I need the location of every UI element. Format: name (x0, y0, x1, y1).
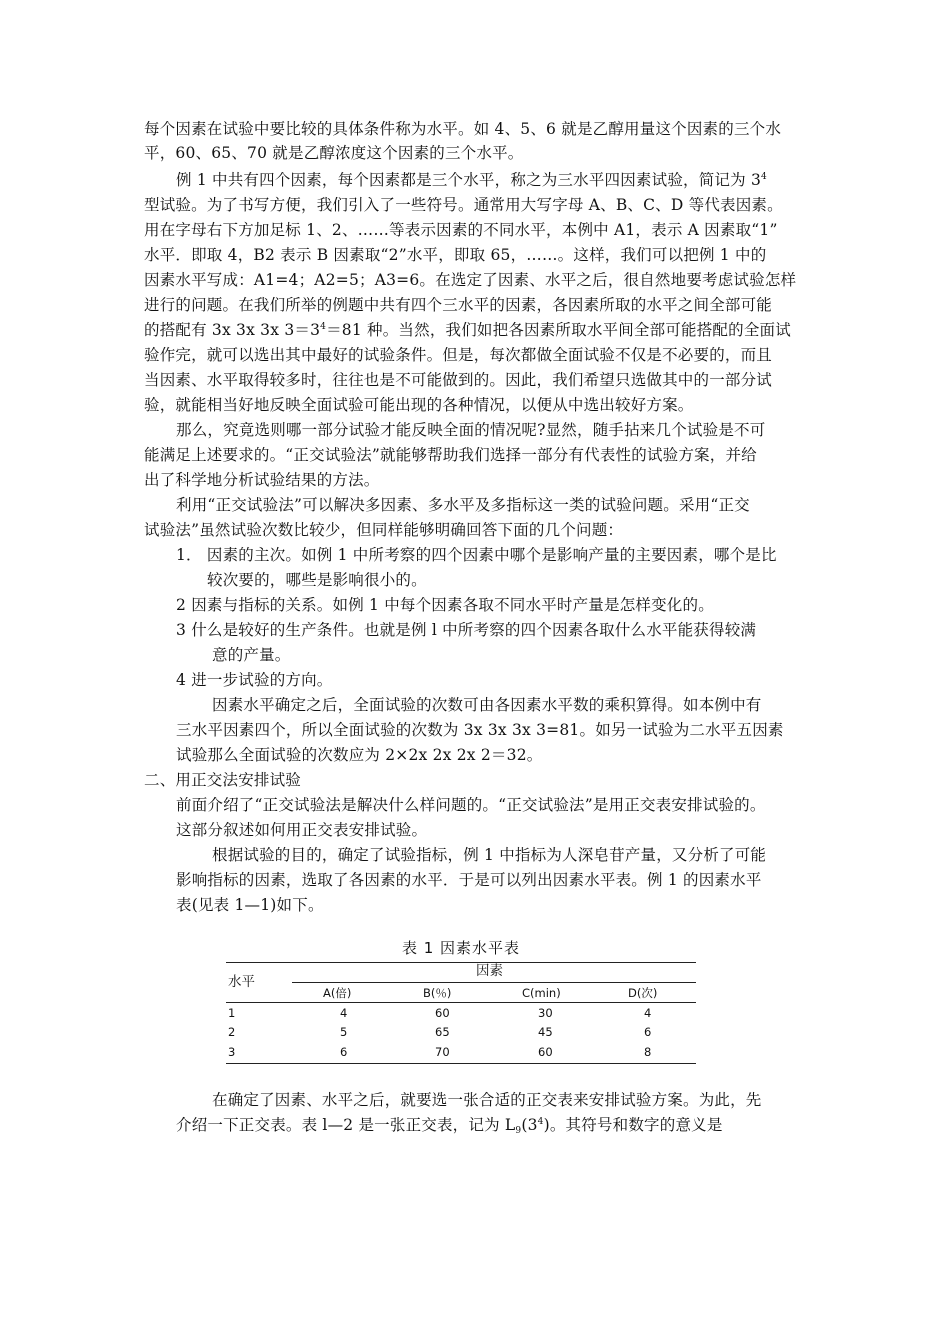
table-cell: 70 (435, 1045, 450, 1059)
list-item: 4 进一步试验的方向。 (176, 671, 333, 689)
subscript: 9 (515, 1126, 522, 1136)
table-cell: 5 (340, 1025, 348, 1039)
text-line: 影响指标的因素，选取了各因素的水平．于是可以列出因素水平表。例 1 的因素水平 (176, 871, 762, 889)
list-item: 3 什么是较好的生产条件。也就是例 l 中所考察的四个因素各取什么水平能获得较满 (176, 621, 757, 639)
group-header: 因素 (476, 963, 503, 979)
table-cell: 4 (644, 1006, 652, 1020)
column-header: A(倍) (323, 986, 352, 1000)
text-span: ＝81 种。当然，我们如把各因素所取水平间全部可能搭配的全面试 (326, 321, 791, 339)
text-span: 介绍一下正交表。表 l—2 是一张正交表，记为 L (176, 1116, 516, 1134)
text-line: 试验法”虽然试验次数比较少，但同样能够明确回答下面的几个问题： (144, 521, 624, 539)
text-line: 那么，究竟选则哪一部分试验才能反映全面的情况呢?显然，随手拈来几个试验是不可 (176, 421, 766, 439)
table-cell: 6 (340, 1045, 348, 1059)
table-mid-rule (292, 982, 696, 983)
text-line: 当因素、水平取得较多时，往往也是不可能做到的。因此，我们希望只选做其中的一部分试 (144, 371, 773, 389)
row-header: 水平 (228, 974, 255, 990)
superscript: 4 (537, 1117, 544, 1127)
table-top-rule (226, 962, 696, 963)
text-span: 的搭配有 3x 3x 3x 3＝3 (144, 321, 321, 339)
text-line: 型试验。为了书写方便，我们引入了一些符号。通常用大写字母 A、B、C、D 等代表因素。 (144, 196, 783, 214)
text-line: 水平．即取 4，B2 表示 B 因素取“2”水平，即取 65，……。这样，我们可以把例 1 中的 (144, 246, 767, 264)
section-heading: 二、用正交法安排试验 (144, 771, 302, 789)
factor-level-table (226, 936, 696, 1059)
text-line: 根据试验的目的，确定了试验指标，例 1 中指标为人深皂苷产量，又分析了可能 (212, 846, 767, 864)
text-line: 在确定了因素、水平之后，就要选一张合适的正交表来安排试验方案。为此，先 (212, 1091, 762, 1109)
text-span: (3 (521, 1116, 538, 1134)
table-cell: 4 (340, 1006, 348, 1020)
column-header: B(％) (423, 986, 452, 1000)
table-cell: 65 (435, 1025, 450, 1039)
text-line: 出了科学地分析试验结果的方法。 (144, 471, 380, 489)
superscript: 4 (761, 172, 767, 182)
table-cell: 6 (644, 1025, 652, 1039)
text-line: 前面介绍了“正交试验法是解决什么样问题的。“正交试验法”是用正交表安排试验的。 (176, 796, 766, 814)
text-line: 用在字母右下方加足标 1、2、……等表示因素的不同水平，本例中 A1，表示 A 因素取“1” (144, 221, 778, 239)
text-line: 因素水平确定之后，全面试验的次数可由各因素水平数的乘积算得。如本例中有 (212, 696, 762, 714)
table-cell: 60 (538, 1045, 553, 1059)
text-line: 能满足上述要求的。“正交试验法”就能够帮助我们选择一部分有代表性的试验方案，并给 (144, 446, 757, 464)
table-bottom-rule (226, 1063, 696, 1064)
list-item: 2 因素与指标的关系。如例 1 中每个因素各取不同水平时产量是怎样变化的。 (176, 596, 714, 614)
text-line: 这部分叙述如何用正交表安排试验。 (176, 821, 428, 839)
table-cell: 30 (538, 1006, 553, 1020)
text-line: 利用“正交试验法”可以解决多因素、多水平及多指标这一类的试验问题。采用“正交 (176, 496, 750, 514)
text-line: 平，60、65、70 就是乙醇浓度这个因素的三个水平。 (144, 144, 524, 162)
text-span: 例 1 中共有四个因素，每个因素都是三个水平，称之为三水平四因素试验，简记为 3 (176, 171, 762, 189)
table-title: 表 1 因素水平表 (401, 939, 521, 957)
column-header: D(次) (628, 986, 658, 1000)
text-line (176, 168, 767, 192)
text-line: 进行的问题。在我们所举的例题中共有四个三水平的因素，各因素所取的水平之间全部可能 (144, 296, 773, 314)
table-cell: 2 (228, 1025, 236, 1039)
table-cell: 1 (228, 1006, 236, 1020)
table-header-rule (226, 1002, 696, 1003)
table-cell: 8 (644, 1045, 652, 1059)
table-cell: 60 (435, 1006, 450, 1020)
text-line: 表(见表 1—1)如下。 (176, 896, 324, 914)
text-line: 因素水平写成：A1=4；A2=5；A3=6。在选定了因素、水平之后，很自然地要考虑试验怎样 (144, 271, 797, 289)
column-header: C(min) (522, 986, 561, 1000)
list-item: 1． 因素的主次。如例 1 中所考察的四个因素中哪个是影响产量的主要因素，哪个是比 (176, 546, 777, 564)
text-line: 验，就能相当好地反映全面试验可能出现的各种情况，以便从中选出较好方案。 (144, 396, 694, 414)
text-line (144, 318, 791, 342)
table-cell: 3 (228, 1045, 236, 1059)
list-item-continuation: 较次要的，哪些是影响很小的。 (207, 571, 427, 589)
text-line: 试验那么全面试验的次数应为 2×2x 2x 2x 2＝32。 (176, 746, 543, 764)
text-line: 三水平因素四个，所以全面试验的次数为 3x 3x 3x 3=81。如另一试验为二水平五因素 (176, 721, 784, 739)
text-line: 每个因素在试验中要比较的具体条件称为水平。如 4、5、6 就是乙醇用量这个因素的三个水 (144, 120, 782, 138)
table-cell: 45 (538, 1025, 553, 1039)
text-span: )。其符号和数字的意义是 (543, 1116, 723, 1134)
text-line (176, 1113, 723, 1137)
superscript: 4 (320, 322, 327, 332)
text-line: 验作完，就可以选出其中最好的试验条件。但是，每次都做全面试验不仅是不必要的，而且 (144, 346, 773, 364)
list-item-continuation: 意的产量。 (212, 646, 291, 664)
